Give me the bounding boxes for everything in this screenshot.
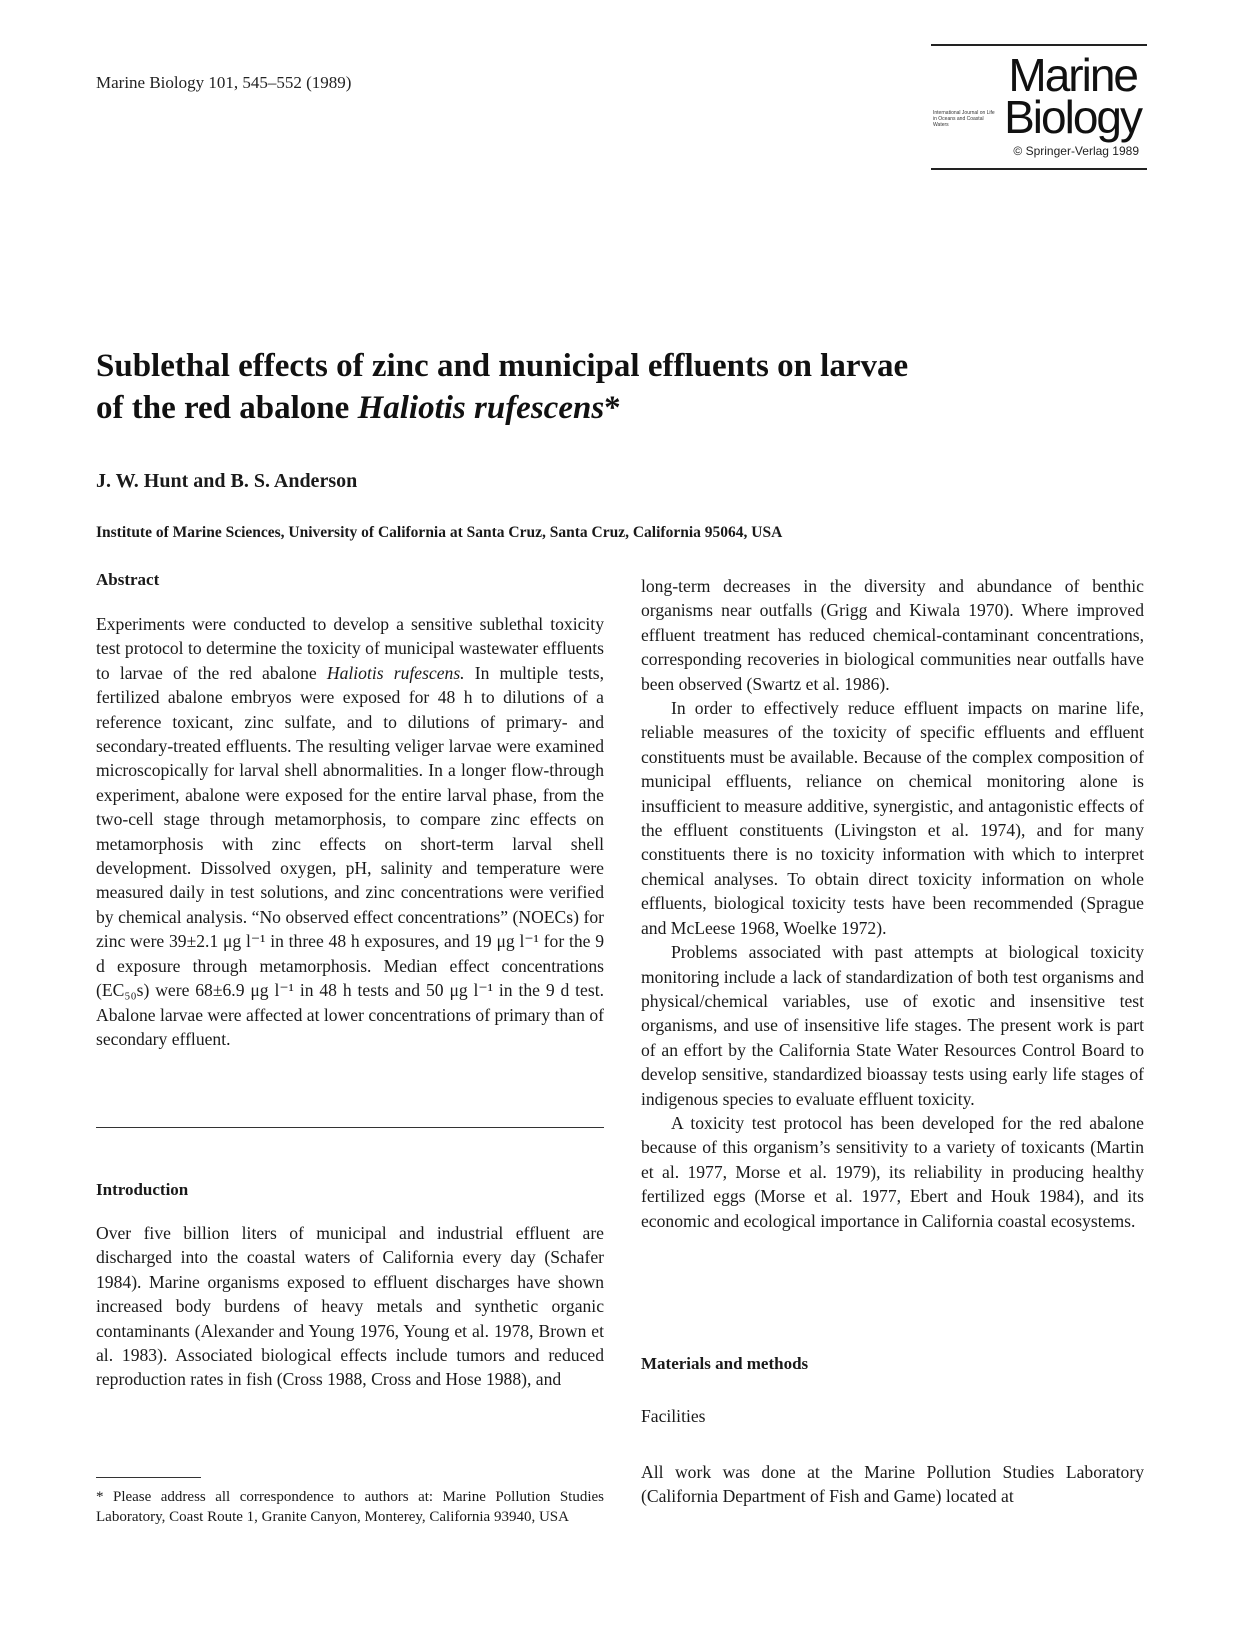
facilities-paragraph: All work was done at the Marine Pollution Studies Laboratory (California Department of Fish and Game) located at [641, 1462, 1144, 1507]
affiliation: Institute of Marine Sciences, University of California at Santa Cruz, Santa Cruz, California 95064, USA [96, 524, 783, 541]
journal-masthead [931, 44, 1147, 170]
abstract-text-a: Experiments were conducted to develop a sensitive sublethal toxicity test protocol to determine the toxicity of municipal wastewater effluents to larvae of the red abalone [96, 614, 604, 683]
title-species: Haliotis rufescens [357, 390, 605, 426]
masthead-tagline: International Journal on Life in Oceans and Coastal Waters [933, 110, 995, 128]
right-column-body [641, 574, 1144, 1233]
title-line-2 [96, 387, 956, 429]
title-line-1: Sublethal effects of zinc and municipal effluents on larvae [96, 348, 909, 384]
introduction-paragraph: Over five billion liters of municipal and industrial effluent are discharged into the coastal waters of California every day (Schafer 1984). Marine organisms exposed to effluent discharges have shown increased body burdens of heavy metals and synthetic organic contaminants (Alexander and Young 1976, Young et al. 1978, Brown et al. 1983). Associated biological effects include tumors and reduced reproduction rates in fish (Cross 1988, Cross and Hose 1988), and [96, 1223, 604, 1390]
running-head: Marine Biology 101, 545–552 (1989) [96, 73, 352, 92]
correspondence-footnote: * Please address all correspondence to authors at: Marine Pollution Studies Laboratory, Coast Route 1, Granite Canyon, Monterey, California 93940, USA [96, 1489, 604, 1525]
abstract-body [96, 612, 604, 1051]
authors: J. W. Hunt and B. S. Anderson [96, 470, 358, 492]
introduction-heading: Introduction [96, 1180, 189, 1199]
article-title [96, 345, 956, 429]
masthead-title-line1: Marine [1008, 49, 1137, 101]
facilities-heading: Facilities [641, 1406, 706, 1426]
intro-paragraph-3: Problems associated with past attempts at biological toxicity monitoring include a lack of standardization of both test organisms and physical/chemical variables, use of exotic and insensitive test organisms, and use of insensitive life stages. The present work is part of an effort by the California State Water Resources Control Board to develop sensitive, standardized bioassay tests using early life stages of indigenous species to evaluate effluent toxicity. [641, 942, 1144, 1109]
abstract-species: Haliotis rufescens. [326, 662, 465, 683]
abstract-divider [96, 1127, 604, 1128]
masthead-top-rule [931, 44, 1147, 46]
copyright-notice: © Springer-Verlag 1989 [1013, 144, 1139, 158]
intro-paragraph-2: In order to effectively reduce effluent impacts on marine life, reliable measures of the toxicity of specific effluents and effluent constituents must be available. Because of the complex composition of municipal effluents, reliance on chemical monitoring alone is insufficient to measure additive, synergistic, and antagonistic effects of the effluent constituents (Livingston et al. 1974), and for many constituents there is no toxicity information with which to interpret chemical analyses. To obtain direct toxicity information on whole effluents, biological toxicity tests have been recommended (Sprague and McLeese 1968, Woelke 1972). [641, 698, 1144, 938]
intro-paragraph-1: long-term decreases in the diversity and abundance of benthic organisms near outfalls (Grigg and Kiwala 1970). Where improved effluent treatment has reduced chemical-contaminant concentrations, corresponding recoveries in biological communities near outfalls have been observed (Swartz et al. 1986). [641, 576, 1144, 694]
masthead-bottom-rule [931, 168, 1147, 170]
facilities-body [641, 1460, 1144, 1509]
title-footnote-mark: * [604, 390, 621, 426]
intro-paragraph-4: A toxicity test protocol has been developed for the red abalone because of this organism’s sensitivity to a variety of toxicants (Martin et al. 1977, Morse et al. 1979), its reliability in producing healthy fertilized eggs (Morse et al. 1977, Ebert and Houk 1984), and its economic and ecological importance in California coastal ecosystems. [641, 1112, 1144, 1231]
title-line-2-prefix: of the red abalone [96, 390, 358, 426]
footnote-rule [96, 1477, 201, 1478]
masthead-title-line2: Biology [1004, 91, 1141, 143]
introduction-body [96, 1221, 604, 1392]
abstract-heading: Abstract [96, 570, 160, 589]
abstract-text-b: In multiple tests, fertilized abalone embryos were exposed for 48 h to dilutions of a reference toxicant, zinc sulfate, and to dilutions of primary- and secondary-treated effluents. The resulting veliger larvae were examined microscopically for larval shell abnormalities. In a longer flow-through experiment, abalone were exposed for the entire larval phase, from the two-cell stage through metamorphosis, to compare zinc effects on metamorphosis with zinc effects on short-term larval shell development. Dissolved oxygen, pH, salinity and temperature were measured daily in test solutions, and zinc concentrations were verified by chemical analysis. “No observed effect concentrations” (NOECs) for zinc were 39±2.1 μg l⁻¹ in three 48 h exposures, and 19 μg l⁻¹ for the 9 d exposure through metamorphosis. Median effect concentrations (EC₅₀s) were 68±6.9 μg l⁻¹ in 48 h tests and 50 μg l⁻¹ in the 9 d test. Abalone larvae were affected at lower concentrations of primary than of secondary effluent. [96, 662, 604, 1049]
methods-heading: Materials and methods [641, 1354, 809, 1373]
